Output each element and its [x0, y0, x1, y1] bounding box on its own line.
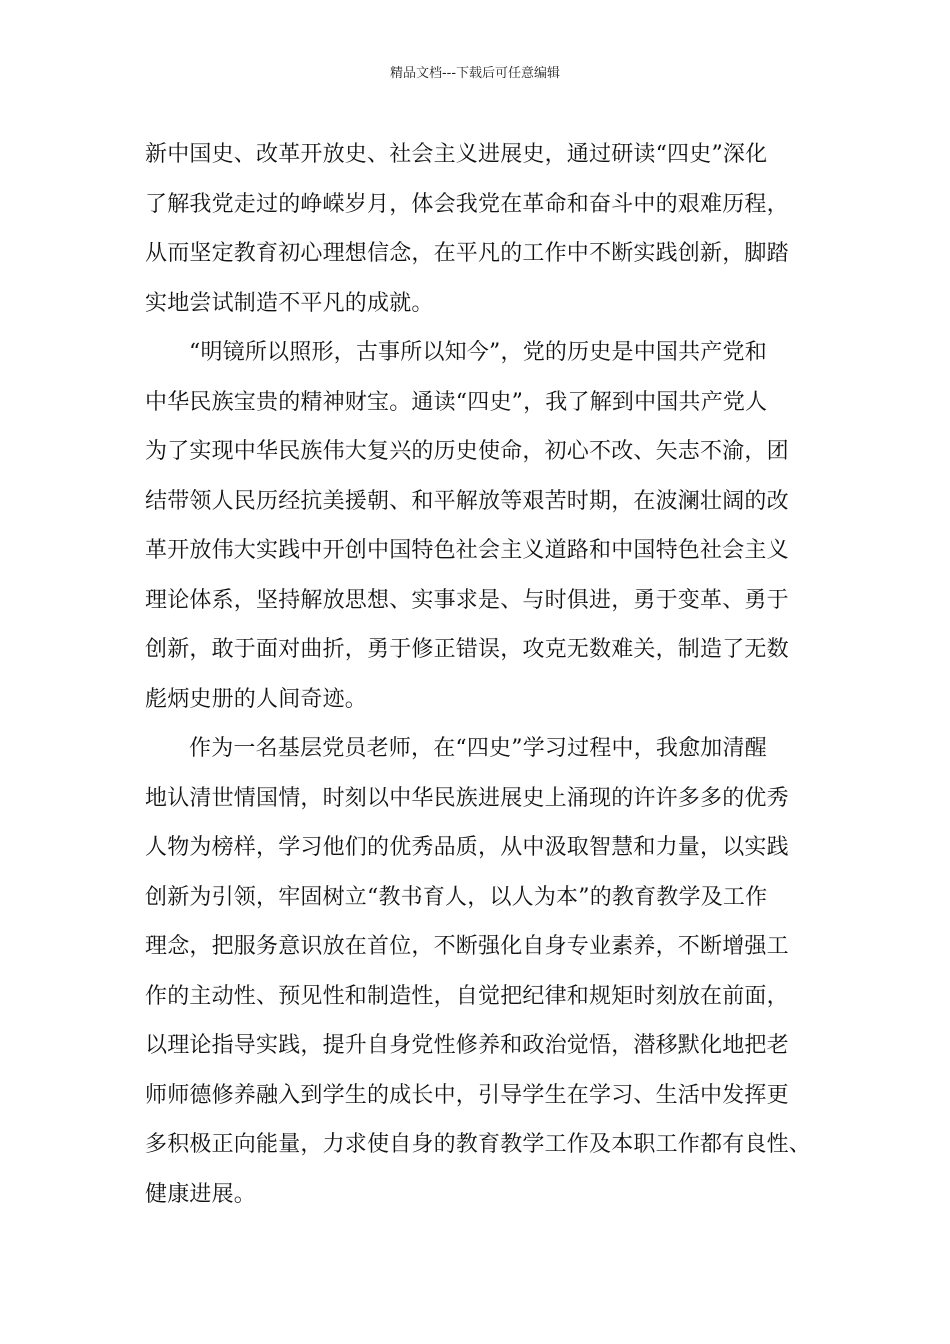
text-line: 地认清世情国情，时刻以中华民族进展史上涌现的许许多多的优秀 — [145, 785, 789, 811]
text-line: 多积极正向能量，力求使自身的教育教学工作及本职工作都有良性、 — [145, 1132, 812, 1157]
text-line: 新中国史、改革开放史、社会主义进展史，通过研读“四史”深化 — [145, 142, 768, 167]
text-line: 创新为引领，牢固树立“教书育人，以人为本”的教育教学及工作 — [145, 884, 768, 910]
text-line: 从而坚定教育初心理想信念，在平凡的工作中不断实践创新，脚踏 — [145, 241, 789, 266]
text-line: 中华民族宝贵的精神财宝。通读“四史”，我了解到中国共产党人 — [145, 389, 768, 415]
paragraph — [145, 130, 825, 328]
text-line: 师师德修养融入到学生的成长中，引导学生在学习、生活中发挥更 — [145, 1082, 789, 1108]
text-line: 为了实现中华民族伟大复兴的历史使命，初心不改、矢志不渝，团 — [145, 439, 789, 464]
paragraph — [145, 328, 825, 724]
text-line: 创新，敢于面对曲折，勇于修正错误，攻克无数难关，制造了无数 — [145, 637, 789, 662]
text-line: 革开放伟大实践中开创中国特色社会主义道路和中国特色社会主义 — [145, 538, 789, 563]
text-line: 彪炳史册的人间奇迹。 — [145, 686, 368, 712]
paragraph — [145, 724, 825, 1219]
text-line: 实地尝试制造不平凡的成就。 — [145, 290, 434, 316]
text-line: 理论体系，坚持解放思想、实事求是、与时俱进，勇于变革、勇于 — [145, 587, 789, 613]
text-line: 健康进展。 — [145, 1181, 257, 1207]
body-text — [145, 130, 825, 1219]
text-line: “明镜所以照形，古事所以知今”，党的历史是中国共产党和 — [189, 340, 767, 365]
text-line: 作为一名基层党员老师，在“四史”学习过程中，我愈加清醒 — [189, 736, 767, 761]
header-note: 精品文档---下载后可任意编辑 — [389, 66, 561, 81]
text-line: 人物为榜样，学习他们的优秀品质，从中汲取智慧和力量，以实践 — [145, 835, 789, 860]
text-line: 作的主动性、预见性和制造性，自觉把纪律和规矩时刻放在前面， — [145, 983, 789, 1009]
text-line: 理念，把服务意识放在首位，不断强化自身专业素养，不断增强工 — [145, 934, 789, 959]
text-line: 了解我党走过的峥嵘岁月，体会我党在革命和奋斗中的艰难历程， — [145, 191, 789, 217]
text-line: 结带领人民历经抗美援朝、和平解放等艰苦时期，在波澜壮阔的改 — [145, 488, 789, 514]
text-line: 以理论指导实践，提升自身党性修养和政治觉悟，潜移默化地把老 — [145, 1033, 789, 1058]
